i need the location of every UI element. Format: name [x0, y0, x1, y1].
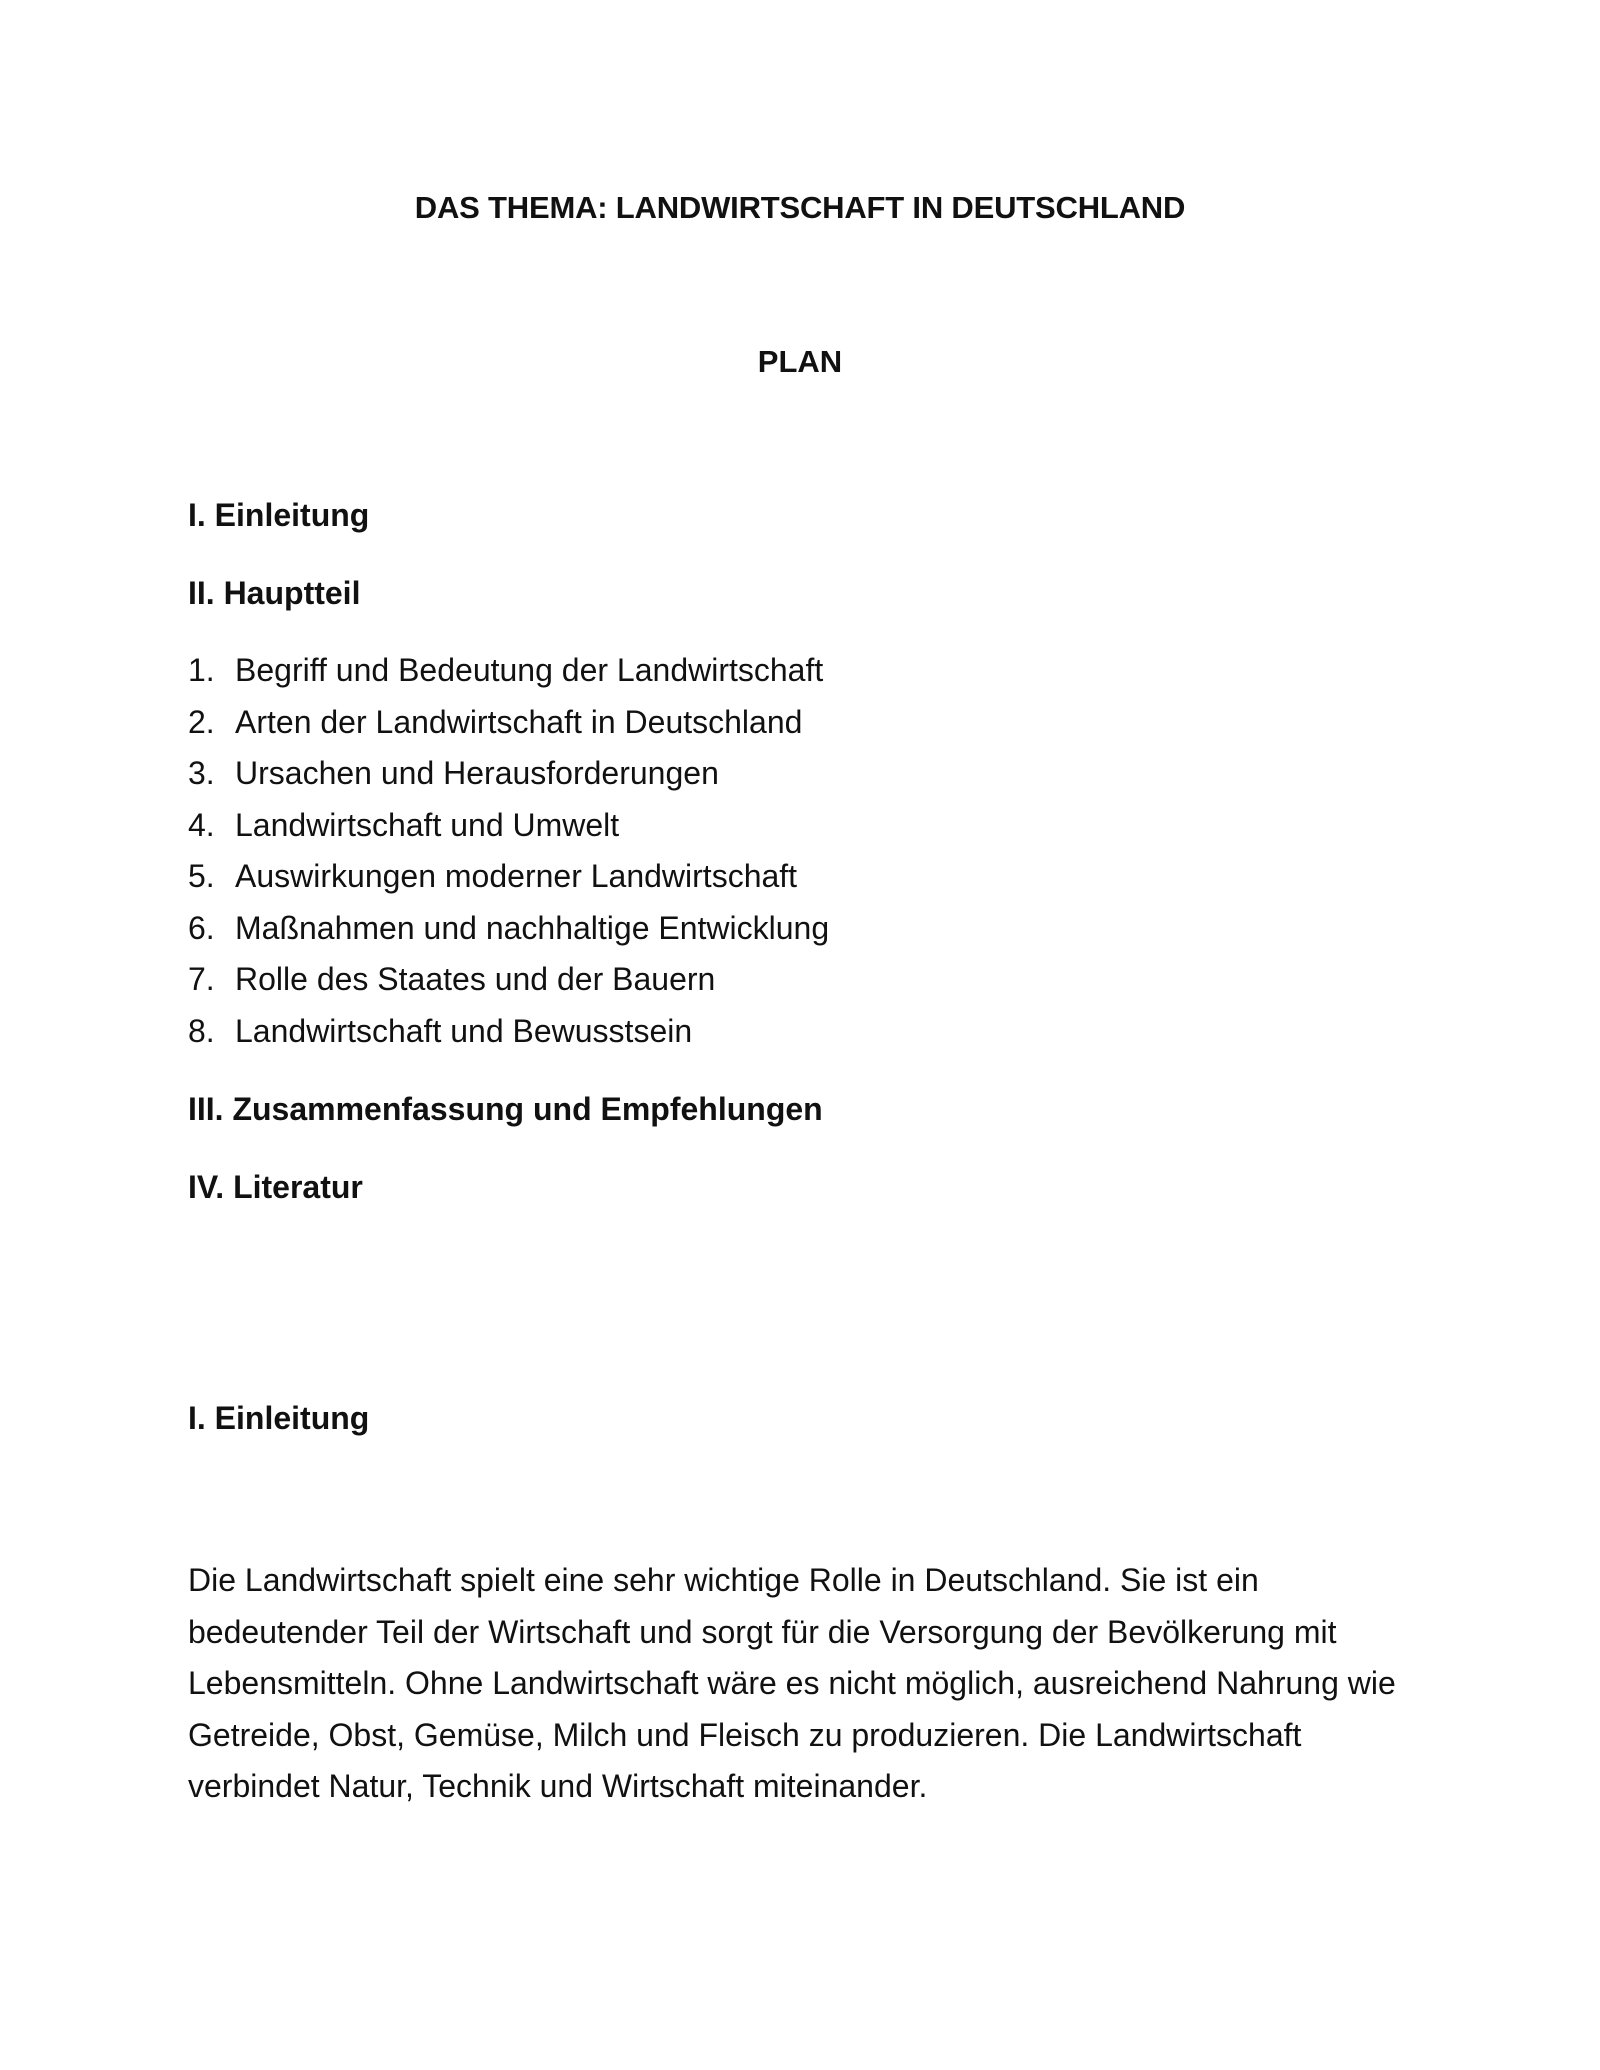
plan-section-einleitung: I. Einleitung [188, 497, 370, 533]
plan-item-list [188, 652, 829, 1064]
list-item [188, 704, 829, 756]
list-item-number: 3. [188, 755, 215, 791]
list-item-number: 6. [188, 909, 215, 946]
document-title: DAS THEMA: LANDWIRTSCHAFT IN DEUTSCHLAND [414, 190, 1186, 225]
list-item-text: Landwirtschaft und Umwelt [235, 806, 620, 843]
list-item-text: Maßnahmen und nachhaltige Entwicklung [235, 909, 830, 946]
list-item-number: 7. [188, 961, 215, 997]
list-item [188, 858, 829, 910]
list-item [188, 961, 829, 1013]
list-item-text: Ursachen und Herausforderungen [235, 755, 719, 791]
plan-section-zusammenfassung: III. Zusammenfassung und Empfehlungen [188, 1091, 823, 1127]
list-item-number: 8. [188, 1012, 215, 1049]
list-item-text: Arten der Landwirtschaft in Deutschland [235, 703, 803, 740]
list-item [188, 755, 829, 807]
list-item-number: 4. [188, 806, 215, 843]
list-item [188, 910, 829, 962]
list-item [188, 807, 829, 859]
list-item-number: 1. [188, 652, 215, 688]
list-item-text: Rolle des Staates und der Bauern [235, 961, 716, 997]
plan-section-literatur: IV. Literatur [188, 1169, 363, 1205]
list-item [188, 1013, 829, 1065]
intro-heading: I. Einleitung [188, 1400, 370, 1436]
plan-section-hauptteil: II. Hauptteil [188, 575, 361, 611]
list-item-number: 2. [188, 703, 215, 740]
list-item-text: Landwirtschaft und Bewusstsein [235, 1012, 693, 1049]
list-item [188, 652, 829, 704]
list-item-text: Begriff und Bedeutung der Landwirtschaft [235, 652, 824, 688]
list-item-text: Auswirkungen moderner Landwirtschaft [235, 858, 798, 894]
list-item-number: 5. [188, 858, 215, 894]
plan-heading: PLAN [757, 344, 843, 379]
intro-paragraph: Die Landwirtschaft spielt eine sehr wichtige Rolle in Deutschland. Sie ist ein bedeutender Teil der Wirtschaft und sorgt für die Versorgung der Bevölkerung mit Lebensmitteln. Ohne Landwirtschaft wäre es nicht möglich, ausreichend Nahrung wie Getreide, Obst, Gemüse, Milch und Fleisch zu produzieren. Die Landwirtschaft verbindet Natur, Technik und Wirtschaft miteinander. [188, 1562, 1396, 1804]
